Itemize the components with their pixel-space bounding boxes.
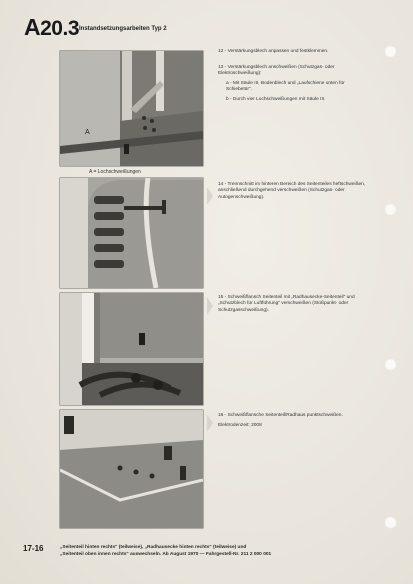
step-14 (218, 182, 370, 201)
punch-hole-bottom (384, 516, 397, 529)
step-15-text: 15 - Schweißflansch Seitenteil mit „Radhausecke-Seitenteil" und „Schutzblech für Luftführung" verschweißen (Stoßpunkt- oder Schutzgasschweißung). (218, 295, 355, 313)
page-title: Instandsetzungsarbeiten Typ 2 (79, 26, 167, 32)
footer-line-2: „Seitenteil oben innen rechts" auswechseln. Ab August 1970 — Fahrgestell-Nr. 211 2 000 001 (60, 551, 272, 557)
footer-caption (60, 545, 380, 558)
step-marker-16 (207, 414, 213, 432)
step-16-text: 16 - Schweißflansche Seitenteil/Radhaus punktschweißen. (218, 413, 343, 418)
step-12-text: 12 - Verstärkungsblech anpassen und festklemmen. (218, 49, 329, 54)
step-13-text: 13 - Verstärkungsblech anschweißen (Schutzgas- oder Elektroschweißung): (218, 65, 335, 77)
step-16 (218, 413, 370, 430)
step-13-sub-b: b - Durch vier Lochschweißungen mit Säule III. (226, 96, 326, 102)
photo-reinforcement-plate (60, 51, 203, 166)
photo-3-illustration (60, 293, 203, 405)
photo-wheel-arch-clamps (60, 293, 203, 405)
page-number: 17-16 (23, 544, 44, 553)
punch-hole-top (384, 45, 397, 58)
step-16-note: Elektrodenzeit: 2008 (218, 423, 262, 429)
figure-1-caption: A = Lochschweißungen (89, 169, 141, 175)
step-14-text: 14 - Trennschnitt im hinteren Bereich des Seitenteiles heftschweißen, anschließend durchgehend verschweißen (Schutzgas- oder Autogenschweißung). (218, 182, 366, 200)
punch-hole-lower-middle (384, 358, 397, 371)
footer-line-1: „Seitenteil hinten rechts" (teilweise), „Radhausecke hinten rechts" (teilweise) und (60, 545, 247, 550)
step-12 (218, 49, 370, 55)
photo-4-illustration (60, 410, 203, 528)
step-15 (218, 295, 370, 314)
photo-2-illustration (60, 178, 203, 288)
photo-1-illustration (60, 51, 203, 166)
marker-a-label: A (85, 129, 90, 136)
punch-hole-upper-middle (384, 203, 397, 216)
step-13 (218, 65, 370, 103)
photo-side-panel-vents (60, 178, 203, 288)
step-marker-14 (207, 187, 213, 205)
photo-spot-weld-flange (60, 410, 203, 528)
step-marker-15 (207, 297, 213, 315)
section-number: A20.3 (24, 14, 79, 40)
step-13-sub-a: a - Mit Säule III, Bodenblech und „Laufschiene unten für Schiebetür". (226, 80, 345, 93)
